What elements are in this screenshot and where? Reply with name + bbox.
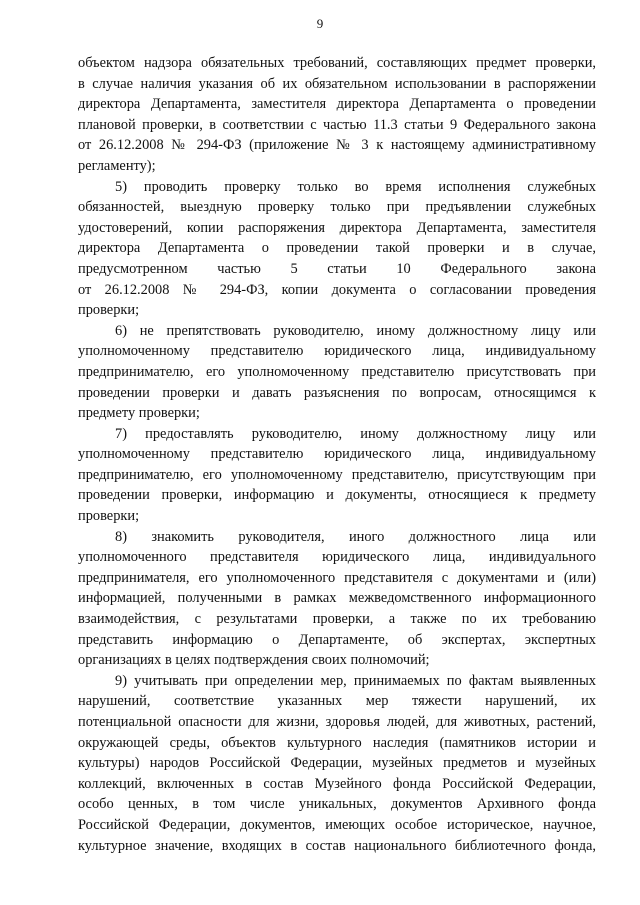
text-line: 5) проводить проверку только во время исполнения служебных xyxy=(115,178,596,195)
paragraph xyxy=(78,177,596,321)
text-line: уполномоченному представителю юридического лица, индивидуальному xyxy=(78,343,596,360)
text-line: плановой проверки, в соответствии с частью 11.3 статьи 9 Федерального закона xyxy=(78,116,596,133)
text-line: директора Департамента, заместителя директора Департамента о проведении xyxy=(78,96,596,113)
text-line: предусмотренном частью 5 статьи 10 Федерального закона xyxy=(78,260,596,277)
text-line: регламенту); xyxy=(78,157,156,174)
document-body xyxy=(78,53,596,856)
text-line: предпринимателю, его уполномоченному представителю, присутствующим при xyxy=(78,466,596,483)
text-line: информацией, полученными в рамках межведомственного информационного xyxy=(78,590,596,607)
text-line: проверки; xyxy=(78,302,140,319)
text-line: Российской Федерации, документов, имеющих особое историческое, научное, xyxy=(78,816,596,833)
text-line: окружающей среды, объектов культурного наследия (памятников истории и xyxy=(78,734,596,751)
text-line: нарушений, соответствие указанных мер тяжести нарушений, их xyxy=(78,693,596,710)
paragraph xyxy=(78,527,596,671)
paragraph xyxy=(78,321,596,424)
paragraph xyxy=(78,53,596,177)
text-line: проверки; xyxy=(78,508,140,525)
text-line: проведении проверки, информацию и документы, относящиеся к предмету xyxy=(78,487,596,504)
text-line: коллекций, включенных в состав Музейного фонда Российской Федерации, xyxy=(78,775,596,792)
text-line: обязанностей, выездную проверку только при предъявлении служебных xyxy=(78,199,596,216)
text-line: 9) учитывать при определении мер, принимаемых по фактам выявленных xyxy=(115,672,596,689)
text-line: культурное значение, входящих в состав национального библиотечного фонда, xyxy=(78,837,596,854)
text-line: объектом надзора обязательных требований, составляющих предмет проверки, xyxy=(78,55,596,71)
text-line: взаимодействия, с результатами проверки, а также по их требованию xyxy=(78,611,596,628)
text-line: 8) знакомить руководителя, иного должностного лица или xyxy=(115,528,596,545)
text-line: уполномоченному представителю юридического лица, индивидуальному xyxy=(78,446,596,463)
text-line: предпринимателю, его уполномоченному представителю присутствовать при xyxy=(78,363,596,380)
text-line: от 26.12.2008 № 294-ФЗ, копии документа о согласовании проведения xyxy=(78,281,596,298)
page-number: 9 xyxy=(316,16,324,31)
text-line: удостоверений, копии распоряжения директора Департамента, заместителя xyxy=(78,219,596,236)
paragraph xyxy=(78,424,596,527)
text-line: потенциальной опасности для жизни, здоровья людей, для животных, растений, xyxy=(78,714,596,730)
text-line: в случае наличия указания об их обязательном использовании в распоряжении xyxy=(78,75,596,92)
text-line: проведении проверки и давать разъяснения по вопросам, относящимся к xyxy=(78,384,596,401)
text-line: директора Департамента о проведении такой проверки и в случае, xyxy=(78,240,596,257)
text-line: от 26.12.2008 № 294-ФЗ (приложение № 3 к настоящему административному xyxy=(78,137,596,154)
text-line: организациях в целях подтверждения своих полномочий; xyxy=(78,652,430,669)
text-line: особо ценных, в том числе уникальных, документов Архивного фонда xyxy=(78,796,596,813)
text-line: предмету проверки; xyxy=(78,405,200,422)
text-line: 7) предоставлять руководителю, иному должностному лицу или xyxy=(115,425,596,442)
paragraph xyxy=(78,671,596,856)
text-line: культуры) народов Российской Федерации, музейных предметов и музейных xyxy=(78,755,596,772)
text-line: представить информацию о Департаменте, об экспертах, экспертных xyxy=(78,631,596,648)
text-line: предпринимателя, его уполномоченного представителя с документами и (или) xyxy=(78,569,596,586)
text-line: 6) не препятствовать руководителю, иному должностному лицу или xyxy=(115,322,596,339)
text-line: уполномоченного представителя юридического лица, индивидуального xyxy=(78,549,596,566)
